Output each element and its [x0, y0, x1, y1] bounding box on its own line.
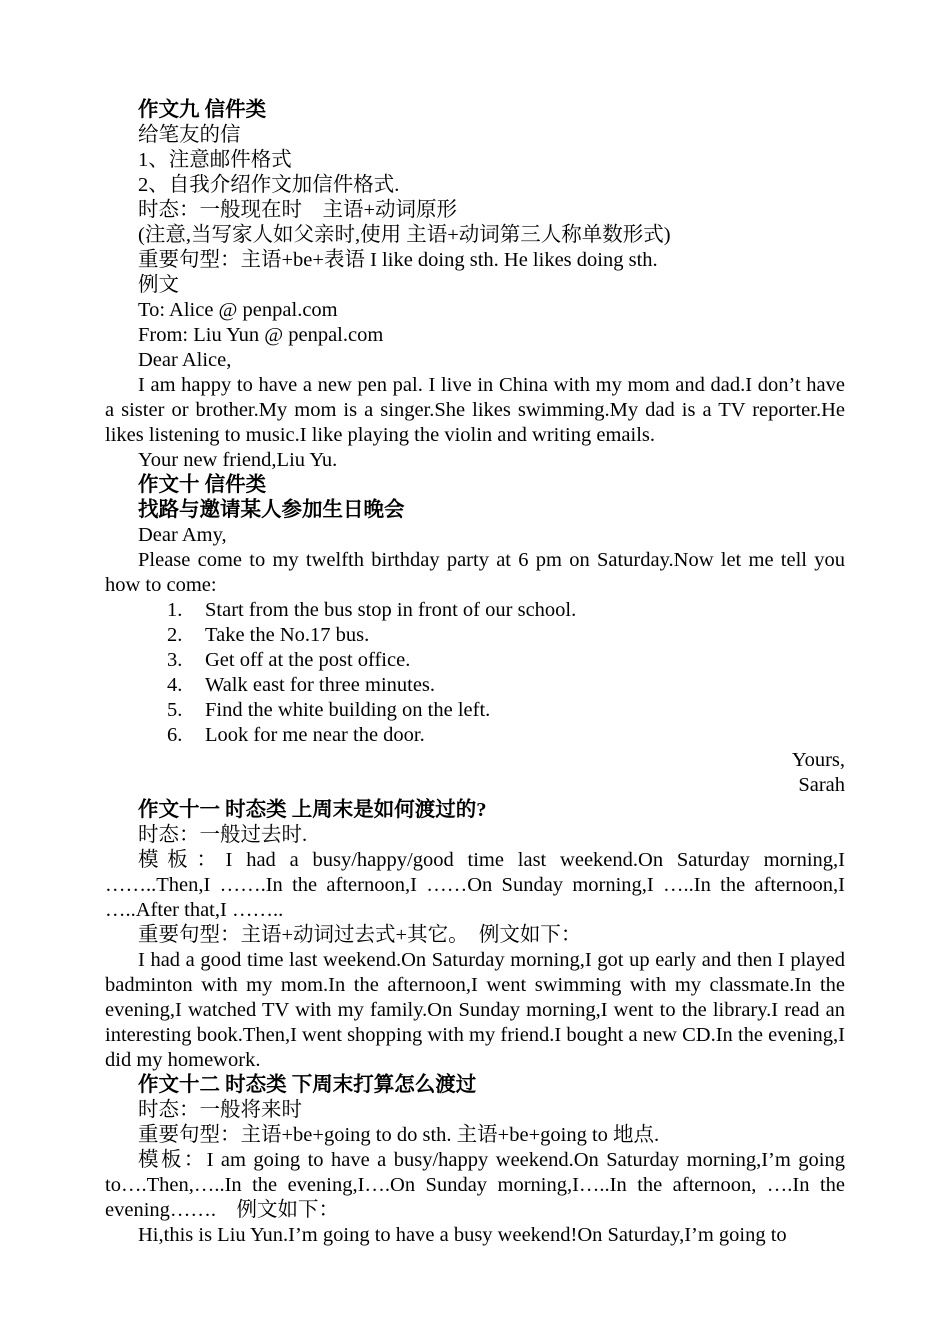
section11-title: 作文十一 时态类 上周末是如何渡过的?	[138, 799, 487, 821]
list-item-text: Look for me near the door.	[205, 724, 425, 746]
list-item	[105, 723, 845, 748]
document-content	[105, 98, 845, 1248]
section10-body: Please come to my twelfth birthday party at 6 pm on Saturday.Now let me tell you how to come:	[105, 549, 845, 596]
section10-subtitle: 找路与邀请某人参加生日晚会	[138, 499, 405, 521]
list-item	[105, 673, 845, 698]
list-item-text: Walk east for three minutes.	[205, 674, 436, 696]
section12-template: 模板：I am going to have a busy/happy weekend.On Saturday morning,I’m going to….Then,…..In the evening,I….On Sunday morning,I…..In the afternoon, ….In the evening……. 例文如下：	[105, 1149, 845, 1221]
section11-tense: 时态：一般过去时.	[138, 824, 308, 846]
list-item-number: 1.	[167, 599, 183, 621]
list-item-text: Take the No.17 bus.	[205, 624, 370, 646]
section9-body: I am happy to have a new pen pal. I live in China with my mom and dad.I don’t have a sister or brother.My mom is a singer.She likes swimming.My dad is a TV reporter.He likes listening to music.I like playing the violin and writing emails.	[105, 374, 845, 446]
section12-title: 作文十二 时态类 下周末打算怎么渡过	[138, 1074, 477, 1096]
list-item	[105, 598, 845, 623]
directions-list	[105, 598, 845, 748]
section9-subtitle: 给笔友的信	[138, 124, 241, 146]
section9-from: From: Liu Yun @ penpal.com	[138, 324, 384, 346]
section9-to: To: Alice @ penpal.com	[138, 299, 338, 321]
section9-title: 作文九 信件类	[138, 99, 267, 121]
section10-greeting: Dear Amy,	[138, 524, 227, 546]
list-item-text: Get off at the post office.	[205, 649, 411, 671]
section10-signature: Sarah	[798, 774, 845, 796]
section9-closing: Your new friend,Liu Yu.	[138, 449, 338, 471]
section9-tense: 时态：一般现在时 主语+动词原形	[138, 199, 458, 221]
section9-tip2: 2、自我介绍作文加信件格式.	[138, 174, 400, 196]
list-item-number: 3.	[167, 649, 183, 671]
section12-pattern: 重要句型：主语+be+going to do sth. 主语+be+going to 地点.	[138, 1124, 660, 1146]
list-item-text: Find the white building on the left.	[205, 699, 491, 721]
section10-sign-off: Yours,	[791, 749, 845, 771]
list-item-number: 5.	[167, 699, 183, 721]
section12-tense: 时态：一般将来时	[138, 1099, 302, 1121]
section11-example: I had a good time last weekend.On Saturday morning,I got up early and then I played badminton with my mom.In the afternoon,I went swimming with my classmate.In the evening,I watched TV with my family.On Sunday morning,I went to the library.I read an interesting book.Then,I went shopping with my friend.I bought a new CD.In the evening,I did my homework.	[105, 949, 845, 1071]
section11-pattern: 重要句型：主语+动词过去式+其它。 例文如下：	[138, 924, 582, 946]
section9-note: (注意,当写家人如父亲时,使用 主语+动词第三人称单数形式)	[138, 224, 671, 246]
list-item-text: Start from the bus stop in front of our school.	[205, 599, 577, 621]
list-item	[105, 698, 845, 723]
list-item	[105, 648, 845, 673]
section10-title: 作文十 信件类	[138, 474, 267, 496]
list-item-number: 6.	[167, 724, 183, 746]
section9-tip1: 1、注意邮件格式	[138, 149, 292, 171]
list-item-number: 2.	[167, 624, 183, 646]
section12-example-start: Hi,this is Liu Yun.I’m going to have a busy weekend!On Saturday,I’m going to	[138, 1224, 787, 1246]
section9-pattern: 重要句型：主语+be+表语 I like doing sth. He likes doing sth.	[138, 249, 658, 271]
list-item	[105, 623, 845, 648]
section9-example-label: 例文	[138, 274, 179, 296]
section11-template: 模板：I had a busy/happy/good time last weekend.On Saturday morning,I ……..Then,I …….In the afternoon,I ……On Sunday morning,I …..In the afternoon,I …..After that,I ……..	[105, 849, 845, 921]
list-item-number: 4.	[167, 674, 183, 696]
section9-greeting: Dear Alice,	[138, 349, 232, 371]
